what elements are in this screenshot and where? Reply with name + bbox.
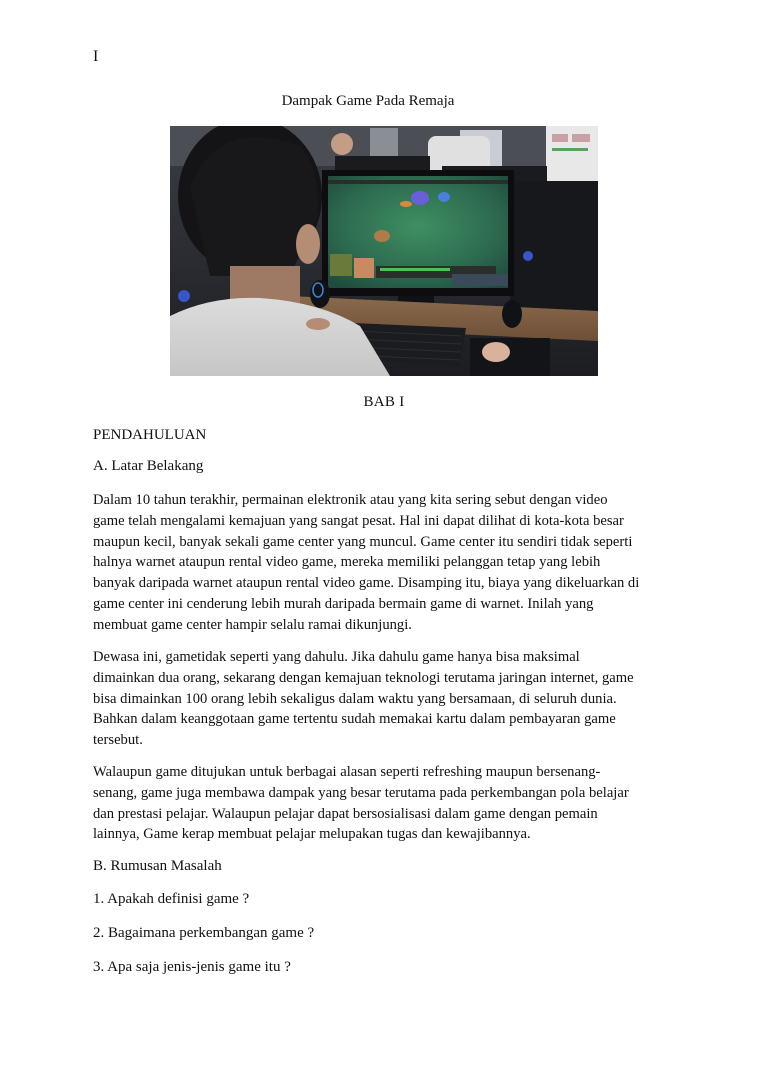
paragraph-line: halnya warnet ataupun rental video game, mereka memiliki pelanggan tetap yang lebih [93, 554, 601, 571]
page-number: I [93, 48, 99, 65]
paragraph-3 [93, 762, 683, 845]
paragraph-line: dimainkan dua orang, sekarang dengan kemajuan teknologi terutama jaringan internet, game [93, 669, 634, 686]
chapter-label: BAB I [363, 394, 405, 410]
paragraph-line: Bahkan dalam keanggotaan game tertentu sudah memakai kartu dalam pembayaran game [93, 711, 616, 728]
paragraph-line: dan prestasi pelajar. Walaupun pelajar dapat bersosialisasi dalam game dengan pemain [93, 805, 598, 822]
paragraph-line: game telah mengalami kemajuan yang sangat pesat. Hal ini dapat dilihat di kota-kota besar [93, 512, 624, 529]
paragraph-line: Dewasa ini, gametidak seperti yang dahulu. Jika dahulu game hanya bisa maksimal [93, 649, 580, 665]
section-heading-a: A. Latar Belakang [93, 458, 204, 474]
gamer-photo-illustration [170, 126, 598, 376]
paragraph-line: membuat game center hampir selalu ramai dikunjungi. [93, 616, 412, 633]
paragraph-line: lainnya, Game kerap membuat pelajar melupakan tugas dan kewajibannya. [93, 826, 531, 843]
document-title: Dampak Game Pada Remaja [281, 93, 455, 109]
section-heading-b: B. Rumusan Masalah [93, 858, 222, 874]
paragraph-line: Walaupun game ditujukan untuk berbagai alasan seperti refreshing maupun bersenang- [93, 764, 601, 780]
paragraph-line: senang, game juga membawa dampak yang besar terutama pada perkembangan pola belajar [93, 784, 629, 801]
photo-image [170, 126, 598, 376]
paragraph-2 [93, 647, 683, 751]
question-2: 2. Bagaimana perkembangan game ? [93, 925, 315, 941]
question-1: 1. Apakah definisi game ? [93, 891, 250, 907]
paragraph-line: game center ini cenderung lebih murah daripada bermain game di warnet. Inilah yang [93, 595, 594, 612]
chapter-title: PENDAHULUAN [93, 427, 207, 443]
paragraph-line: Dalam 10 tahun terakhir, permainan elektronik atau yang kita sering sebut dengan video [93, 492, 608, 508]
paragraph-line: tersebut. [93, 732, 143, 749]
paragraph-line: maupun kecil, banyak sekali game center yang muncul. Game center itu sendiri tidak seperti [93, 533, 633, 550]
paragraph-line: banyak daripada warnet ataupun rental video game. Disamping itu, biaya yang dikeluarkan di [93, 575, 640, 592]
paragraph-1 [93, 490, 683, 636]
question-3: 3. Apa saja jenis-jenis game itu ? [93, 959, 291, 975]
paragraph-line: bisa dimainkan 100 orang lebih sekaligus dalam waktu yang bersamaan, di seluruh dunia. [93, 690, 617, 707]
